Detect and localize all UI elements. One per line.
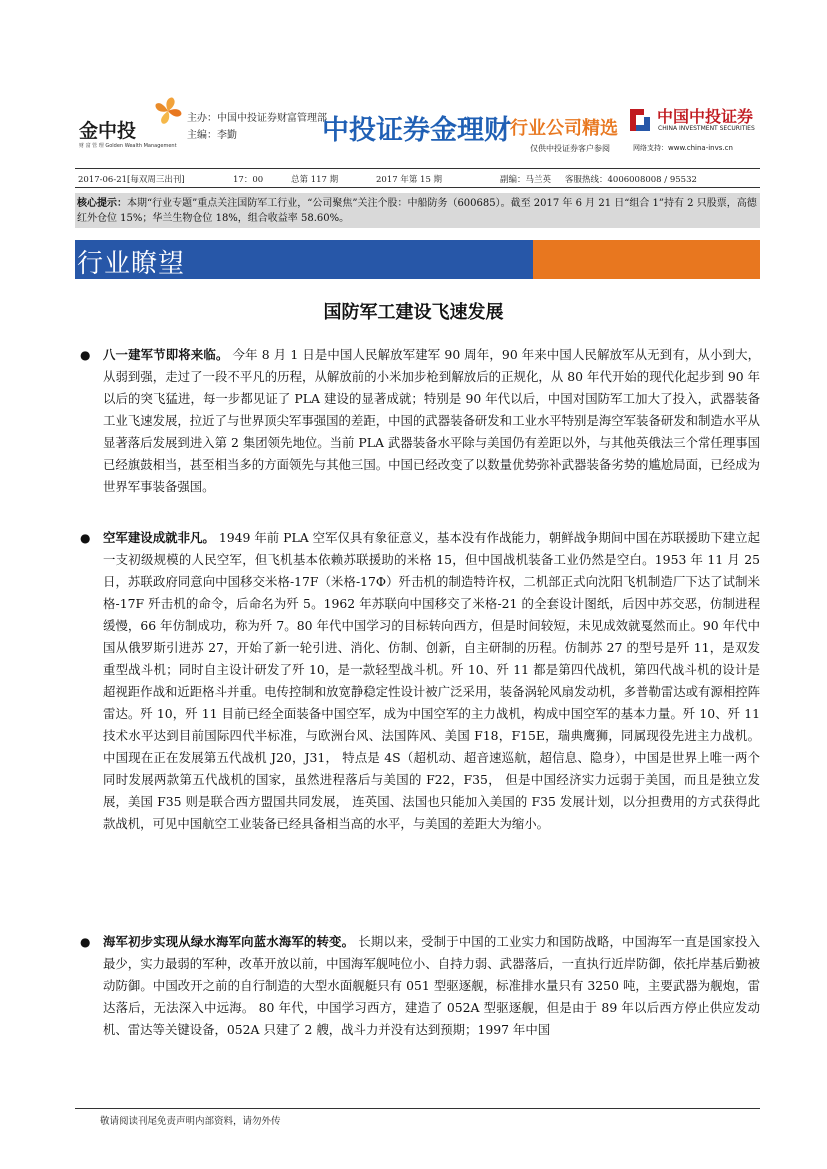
article-paragraph — [103, 344, 760, 498]
article-title: 国防军工建设飞速发展 — [323, 302, 504, 323]
section-title: 行业公司精选 — [510, 118, 618, 139]
paragraph-body: 1949 年前 PLA 空军仅具有象征意义，基本没有作战能力，朝鲜战争期间中国在苏联援助下建立起一支初级规模的人民空军，但飞机基本依赖苏联援助的米格 15，但中国战机装备工业仍然是空白。1953 年 11 月 25 日，苏联政府同意向中国移交米格-17F（米格-17Φ）歼击机的制造特许权，二机部正式向沈阳飞机制造厂下达了试制米格-17F 歼击机的命令，后命名为歼 5。1962 年苏联向中国移交了米格-21 的全套设计图纸，后因中苏交恶，仿制进程缓慢，66 年仿制成功，称为歼 7。80 年代中国学习的目标转向西方，但是时间较短，未见成效就戛然而止。90 年代中国从俄罗斯引进苏 27，开始了新一轮引进、消化、仿制、创新，自主研制的历程。仿制苏 27 的型号是歼 11，是双发重型战斗机；同时自主设计研发了歼 10，是一款轻型战斗机。歼 10、歼 11 都是第四代战机，第四代战斗机的设计是超视距作战和近距格斗并重。电传控制和放宽静稳定性设计被广泛采用，装备涡轮风扇发动机，多普勒雷达或有源相控阵雷达。歼 10，歼 11 目前已经全面装备中国空军，成为中国空军的主力战机，构成中国空军的基本力量。歼 10、歼 11 技术水平达到目前国际四代半标准，与欧洲台风、法国阵风、美国 F18，F15E，瑞典鹰狮，同属现役先进主力战机。 中国现在正在发展第五代战机 J20，J31， 特点是 4S（超机动、超音速巡航，超信息、隐身），中国是世界上唯一两个同时发展两款第五代战机的国家，虽然进程落后与美国的 F22，F35， 但是中国经济实力远弱于美国，而且是独立发展，美国 F35 则是联合西方盟国共同发展， 连英国、法国也只能加入美国的 F35 发展计划，以分担费用的方式获得此款战机，可见中国航空工业装备已经具备相当高的水平，与美国的差距大为缩小。 — [103, 530, 761, 831]
website-link[interactable]: 网络支持：www.china-invs.cn — [633, 144, 733, 152]
paragraph-body: 今年 8 月 1 日是中国人民解放军建军 90 周年，90 年来中国人民解放军从无到有，从小到大，从弱到强，走过了一段不平凡的历程，从解放前的小米加步枪到解放后的正规化，从 80 年代开始的现代化起步到 90 年以后的突飞猛进，每一步都见证了 PLA 建设的显著成就；特别是 90 年代以后，中国对国防军工加大了投入，武器装备工业飞速发展，拉近了与世界顶尖军事强国的差距，中国的武器装备研发和工业水平特别是海空军装备研发和制造水平从显著落后发展到进入第 2 集团领先地位。当前 PLA 武器装备水平除与美国仍有差距以外，与其他英俄法三个常任理事国已经旗鼓相当，甚至相当多的方面领先与其他三国。中国已经改变了以数量优势弥补武器装备劣势的尴尬局面，已经成为世界军事装备强国。 — [103, 347, 761, 494]
bullet-icon: ● — [80, 348, 91, 362]
brand-title: 中投证券金理财 — [322, 115, 511, 146]
bullet-icon: ● — [80, 531, 91, 545]
logo-subtext: 财 富 管 理 Golden Wealth Management — [79, 143, 177, 149]
article-paragraph — [103, 527, 760, 835]
issue-date: 2017-06-21[每双周三出刊] — [78, 175, 185, 185]
banner-title: 行业瞭望 — [77, 249, 186, 279]
issue-time: 17：00 — [233, 175, 264, 185]
section-subtitle: 仅供中投证券客户参阅 — [530, 144, 610, 153]
host-info — [187, 110, 327, 144]
bullet-icon: ● — [80, 935, 91, 949]
footer-disclaimer: 敬请阅读刊尾免责声明内部资料，请勿外传 — [100, 1116, 281, 1127]
cis-mark-icon — [628, 107, 652, 133]
key-tip-body: 本期“行业专题”重点关注国防军工行业，“公司聚焦”关注个股：中船防务（600685）。截至 2017 年 6 月 21 日“组合 1”持有 2 只股票，高德红外仓位 15%；华兰生物仓位 18%，组合收益率 58.60%。 — [77, 198, 757, 224]
paragraph-lead: 八一建军节即将来临。 — [103, 347, 229, 362]
banner-orange-block — [533, 240, 760, 279]
host-line: 主办：中国中投证券财富管理部 — [187, 113, 327, 124]
header-divider — [75, 168, 760, 169]
footer-divider — [75, 1108, 760, 1109]
sub-editor: 副编：马兰英 — [500, 175, 552, 185]
hotline: 客服热线：4006008008 / 95532 — [565, 175, 697, 185]
meta-divider — [75, 187, 760, 188]
paragraph-lead: 空军建设成就非凡。 — [103, 530, 215, 545]
editor-line: 主编：李勤 — [187, 130, 237, 141]
company-name-en: CHINA INVESTMENT SECURITIES — [658, 125, 755, 132]
key-tip-box — [75, 193, 760, 228]
total-issue: 总第 117 期 — [291, 175, 339, 185]
article-paragraph — [103, 931, 760, 1041]
paragraph-body: 长期以来，受制于中国的工业实力和国防战略，中国海军一直是国家投入最少，实力最弱的军种，改革开放以前，中国海军舰吨位小、自持力弱、武器落后，一直执行近岸防御，依托岸基后勤被动防御。中国改开之前的自行制造的大型水面舰艇只有 051 型驱逐舰，标准排水量只有 3250 吨，主要武器为舰炮，雷达落后，无法深入中远海。 80 年代，中国学习西方，建造了 052A 型驱逐舰，但是由于 89 年以后西方停止供应发动机、雷达等关键设备，052A 只建了 2 艘，战斗力并没有达到预期；1997 年中国 — [103, 934, 760, 1037]
section-banner — [75, 240, 760, 279]
key-tip-text — [77, 196, 758, 226]
orange-petal-logo-icon — [153, 96, 183, 126]
logo-text: 金中投 — [79, 120, 137, 142]
company-name: 中国中投证券 — [657, 107, 754, 126]
year-issue: 2017 年第 15 期 — [376, 175, 443, 185]
masthead — [75, 96, 760, 162]
paragraph-lead: 海军初步实现从绿水海军向蓝水海军的转变。 — [103, 934, 355, 949]
key-tip-label: 核心提示： — [77, 198, 127, 209]
